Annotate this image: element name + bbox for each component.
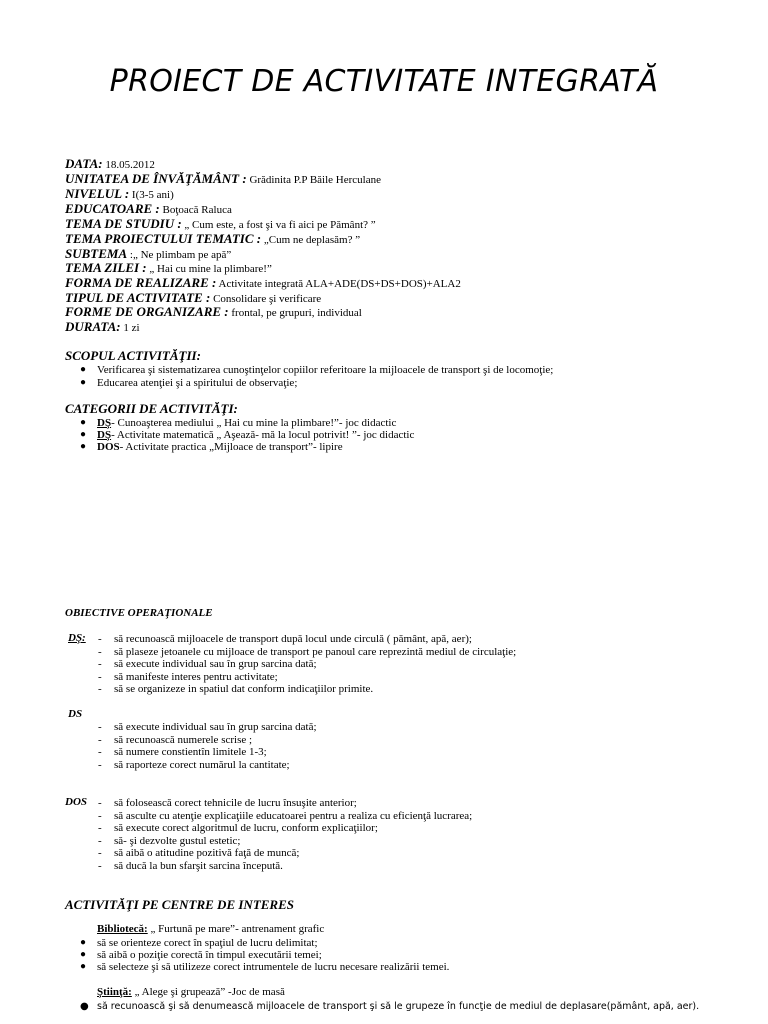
header-label: FORME DE ORGANIZARE : (65, 304, 229, 319)
header-value: I(3-5 ani) (131, 189, 174, 201)
header-label: SUBTEMA (65, 246, 128, 261)
header-value: 18.05.2012 (105, 159, 155, 171)
bullet-icon: ● (80, 961, 87, 972)
header-label: DURATA: (65, 319, 121, 334)
center-item: ● să aibă o poziţie corectă în timpul executării temei; (80, 949, 322, 961)
page-title: PROIECT DE ACTIVITATE INTEGRATĂ (109, 64, 659, 99)
header-value: 1 zi (123, 322, 140, 334)
bullet-icon: ● (80, 937, 87, 948)
objective-item: să se organizeze in spatiul dat conform indicaţiilor primite. (114, 683, 374, 696)
header-label: TEMA PROIECTULUI TEMATIC : (65, 231, 262, 246)
header-value: Grădinita P.P Băile Herculane (249, 174, 381, 186)
objective-list: - să execute individual sau în grup sarcina dată; - să recunoască numerele scrise ; - să numere constientîn limitele 1-3; - să raporteze corect numărul la cantitate; (98, 721, 317, 771)
objective-group-label: DŞ: (68, 632, 86, 644)
header-line (65, 320, 140, 336)
objective-item: să plaseze jetoanele cu mijloace de transport pe panoul care reprezintă mediul de circulaţie; (114, 645, 517, 658)
center-stiinta-title: Ştiinţă: „ Alege şi grupează” -Joc de masă (97, 986, 285, 998)
objective-item: să manifeste interes pentru activitate; (114, 670, 278, 683)
objective-item: să execute individual sau în grup sarcina dată; (114, 658, 317, 671)
bullet-icon: ● (80, 441, 87, 452)
header-value: Consolidare şi verificare (213, 293, 322, 305)
header-label: EDUCATOARE : (65, 201, 160, 216)
objective-group-label: DS (68, 708, 83, 720)
objectives-heading: OBIECTIVE OPERAŢIONALE (65, 607, 213, 619)
objective-item: să ducă la bun sfarşit sarcina începută. (114, 859, 283, 872)
bullet-icon: ● (80, 949, 87, 960)
header-label: FORMA DE REALIZARE : (65, 275, 217, 290)
category-item: ● DŞ- Cunoaşterea mediului „ Hai cu mine la plimbare!”- joc didactic (80, 417, 397, 429)
objective-item: să recunoască mijloacele de transport după locul unde circulă ( pământ, apă, aer); (114, 633, 472, 645)
bullet-icon: ● (80, 1001, 89, 1012)
bullet-icon: ● (80, 377, 87, 388)
categories-heading: CATEGORII DE ACTIVITĂŢI: (65, 401, 238, 416)
center-item: ● să recunoască şi să denumească mijloacele de transport şi să le grupeze în funcţie de mediul de deplasare(pământ, apă, aer). (80, 1001, 700, 1012)
header-value: „ Hai cu mine la plimbare!” (149, 263, 272, 275)
centers-heading: ACTIVITĂŢI PE CENTRE DE INTERES (65, 897, 294, 912)
objective-item: să numere constientîn limitele 1-3; (114, 746, 267, 759)
center-item: ● să se orienteze corect în spaţiul de lucru delimitat; (80, 937, 318, 949)
header-value: „ Cum este, a fost şi va fi aici pe Pământ? ” (184, 219, 376, 231)
header-label: TEMA DE STUDIU : (65, 216, 182, 231)
objective-list: - să recunoască mijloacele de transport după locul unde circulă ( pământ, apă, aer); - să plaseze jetoanele cu mijloace de transport pe panoul care reprezintă mediul de circulaţie; - să execute individual sau în grup sarcina dată; - să manifeste interes pentru activitate; - să se organizeze in spatiul dat conform indicaţiilor primite. (98, 633, 517, 696)
bullet-icon: ● (80, 417, 87, 428)
objective-item: să execute corect algoritmul de lucru, conform explicaţiilor; (114, 822, 378, 835)
header-label: DATA: (65, 156, 103, 171)
category-item: ● DŞ- Activitate matematică „ Aşează- mă la locul potrivit! ”- joc didactic (80, 429, 415, 441)
scope-heading: SCOPUL ACTIVITĂŢII: (65, 348, 201, 363)
objective-item: să asculte cu atenţie explicaţiile educatoarei pentru a realiza cu eficienţă lucrarea; (114, 809, 473, 822)
objective-item: să folosească corect tehnicile de lucru însuşite anterior; (114, 797, 357, 809)
scope-item: ● Educarea atenţiei şi a spiritului de observaţie; (80, 377, 298, 389)
header-value: :„ Ne plimbam pe apă” (129, 249, 232, 261)
bullet-icon: ● (80, 364, 87, 375)
objective-item: să execute individual sau în grup sarcina dată; (114, 721, 317, 733)
header-label: TEMA ZILEI : (65, 260, 147, 275)
header-label: NIVELUL : (65, 186, 130, 201)
bullet-icon: ● (80, 429, 87, 440)
objective-list: - să folosească corect tehnicile de lucru însuşite anterior; - să asculte cu atenţie explicaţiile educatoarei pentru a realiza cu eficienţă lucrarea; - să execute corect algoritmul de lucru, conform explicaţiilor; - să- şi dezvolte gustul estetic; - să aibă o atitudine pozitivă faţă de muncă; - să ducă la bun sfarşit sarcina începută. (98, 797, 473, 872)
center-biblioteca-title: Bibliotecă: „ Furtună pe mare”- antrenament grafic (97, 923, 325, 935)
objective-item: să raporteze corect numărul la cantitate; (114, 758, 290, 771)
category-item: ● DOS- Activitate practica „Mijloace de transport”- lipire (80, 441, 343, 453)
header-label: UNITATEA DE ÎNVĂŢĂMÂNT : (65, 171, 247, 186)
center-item: ● să selecteze şi să utilizeze corect intrumentele de lucru necesare realizării temei. (80, 961, 450, 973)
header-label: TIPUL DE ACTIVITATE : (65, 290, 211, 305)
header-value: „Cum ne deplasăm? ” (263, 234, 361, 246)
scope-item: ● Verificarea şi sistematizarea cunoştinţelor copiilor referitoare la mijloacele de transport şi de locomoţie; (80, 364, 554, 376)
objective-item: să- şi dezvolte gustul estetic; (114, 834, 241, 847)
header-value: frontal, pe grupuri, individual (231, 307, 362, 319)
objective-item: să aibă o atitudine pozitivă faţă de muncă; (114, 847, 300, 860)
objective-group-label: DOS (65, 796, 88, 808)
header-value: Boţoacă Raluca (162, 204, 232, 216)
header-value: Activitate integrată ALA+ADE(DS+DS+DOS)+ALA2 (218, 278, 461, 290)
objective-item: să recunoască numerele scrise ; (114, 733, 253, 746)
